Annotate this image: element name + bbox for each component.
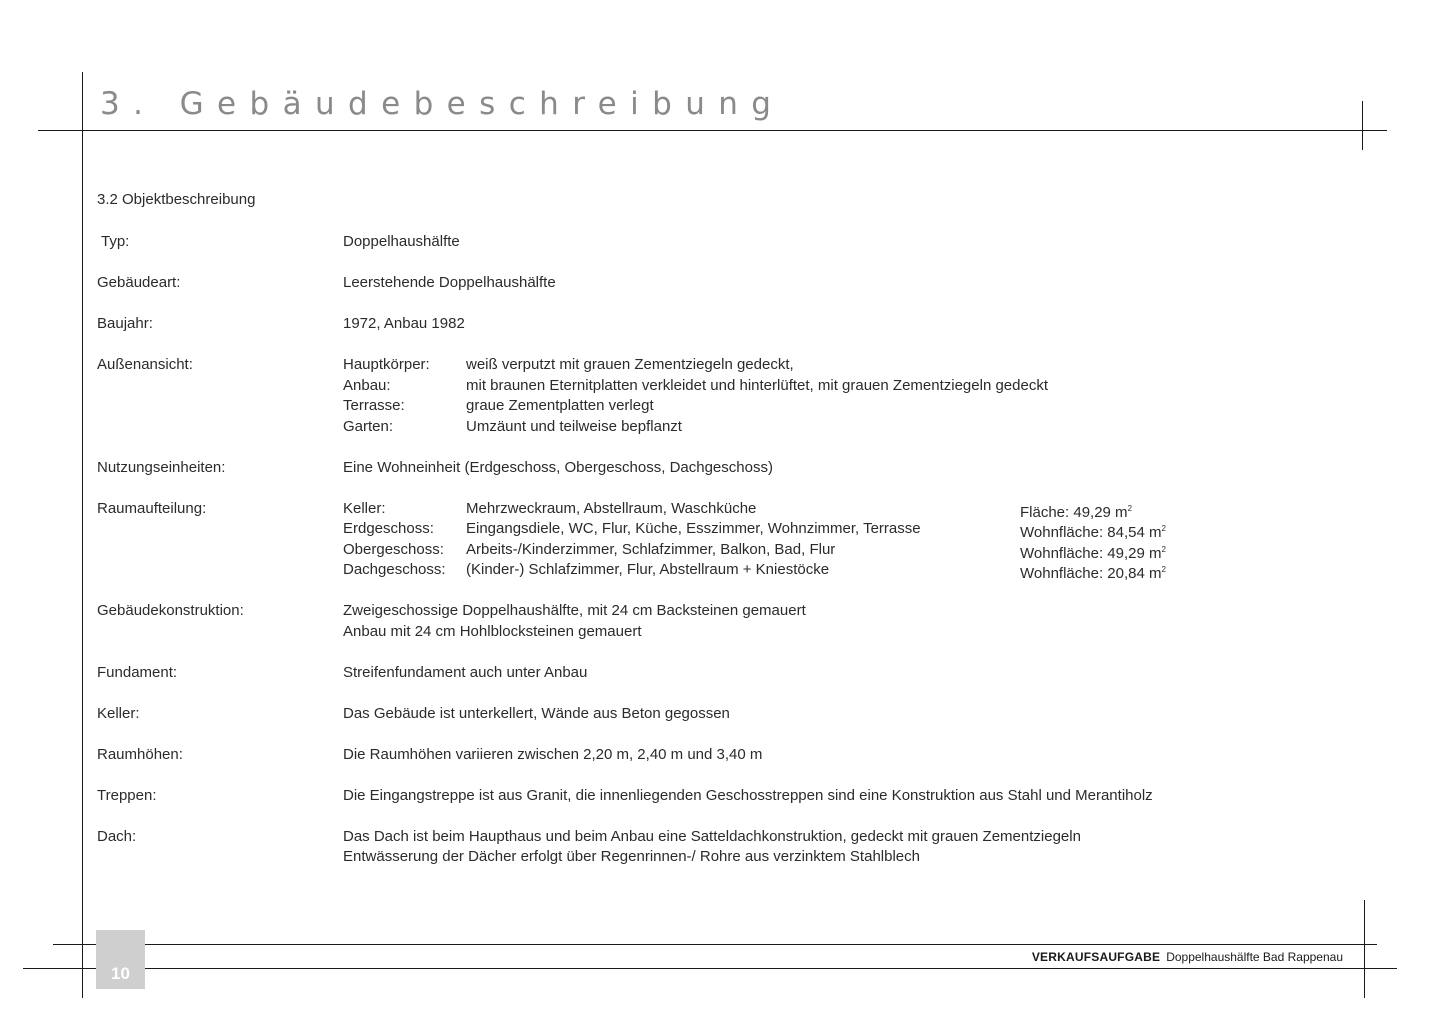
row-label: Typ: xyxy=(101,233,130,250)
sub-item xyxy=(343,376,1337,397)
row-value: Das Dach ist beim Haupthaus und beim Anbau eine Satteldachkonstruktion, gedeckt mit grauen Zementziegeln xyxy=(343,827,1081,845)
footer-rule-upper xyxy=(53,944,1377,945)
frame-right-top-tick xyxy=(1362,101,1363,150)
frame-right-bottom-tick xyxy=(1364,900,1365,998)
row-typ xyxy=(97,232,1337,253)
row-label: Fundament: xyxy=(97,663,178,681)
row-label: Raumhöhen: xyxy=(97,745,183,763)
row-treppen xyxy=(97,786,1337,807)
row-gebaeudeart xyxy=(97,273,1337,294)
page-number: 10 xyxy=(111,964,130,983)
page-number-box xyxy=(96,930,145,989)
row-label: Dach: xyxy=(97,827,137,845)
property-details xyxy=(97,232,1337,888)
sub-value: (Kinder-) Schlafzimmer, Flur, Abstellraum + Kniestöcke xyxy=(466,561,830,578)
row-nutzungseinheiten xyxy=(97,458,1337,479)
sub-item xyxy=(343,519,1337,540)
row-value: 1972, Anbau 1982 xyxy=(343,315,465,332)
footer-caption xyxy=(1032,950,1343,964)
header-rule xyxy=(38,130,1387,131)
sub-item xyxy=(343,499,1337,520)
row-value: Das Gebäude ist unterkellert, Wände aus Beton gegossen xyxy=(343,704,730,722)
sub-item xyxy=(343,417,1337,438)
sub-key: Erdgeschoss: xyxy=(343,520,434,537)
row-gebaeudekonstruktion xyxy=(97,601,1337,642)
row-value: Die Eingangstreppe ist aus Granit, die innenliegenden Geschosstreppen sind eine Konstruktion aus Stahl und Merantiholz xyxy=(343,786,1153,804)
row-value: Streifenfundament auch unter Anbau xyxy=(343,663,588,681)
sub-value: Umzäunt und teilweise bepflanzt xyxy=(466,417,682,435)
row-value: Entwässerung der Dächer erfolgt über Regenrinnen-/ Rohre aus verzinktem Stahlblech xyxy=(343,848,920,865)
sub-item xyxy=(343,540,1337,561)
sub-key: Hauptkörper: xyxy=(343,356,430,373)
sub-value: Eingangsdiele, WC, Flur, Küche, Esszimmer, Wohnzimmer, Terrasse xyxy=(466,520,921,537)
row-value: Leerstehende Doppelhaushälfte xyxy=(343,274,556,291)
area-value: Wohnfläche: 20,84 $m^2$ xyxy=(1020,565,1166,582)
row-value: Doppelhaushälfte xyxy=(343,233,460,250)
sub-value: mit braunen Eternitplatten verkleidet und hinterlüftet, mit grauen Zementziegeln gedeckt xyxy=(466,376,1048,394)
sub-item xyxy=(343,560,1337,581)
sub-item xyxy=(343,355,1337,376)
sub-value: Arbeits-/Kinderzimmer, Schlafzimmer, Balkon, Bad, Flur xyxy=(466,540,836,558)
area-value: Fläche: 49,29 $m^2$ xyxy=(1020,503,1133,521)
sub-key: Terrasse: xyxy=(343,397,405,414)
area-value: Wohnfläche: 49,29 $m^2$ xyxy=(1020,544,1166,562)
sub-value: weiß verputzt mit grauen Zementziegeln gedeckt, xyxy=(466,356,794,373)
row-fundament xyxy=(97,663,1337,684)
row-value: Eine Wohneinheit (Erdgeschoss, Obergeschoss, Dachgeschoss) xyxy=(343,458,773,476)
row-label: Nutzungseinheiten: xyxy=(97,458,226,476)
row-value: Die Raumhöhen variieren zwischen 2,20 m, 2,40 m und 3,40 m xyxy=(343,745,763,763)
sub-key: Anbau: xyxy=(343,376,391,394)
row-raumhoehen xyxy=(97,745,1337,766)
area-value: Wohnfläche: 84,54 $m^2$ xyxy=(1020,524,1166,541)
row-label: Keller: xyxy=(97,704,140,722)
row-label: Gebäudekonstruktion: xyxy=(97,602,244,619)
sub-item xyxy=(343,396,1337,417)
row-label: Baujahr: xyxy=(97,315,153,332)
row-dach xyxy=(97,827,1337,868)
frame-left-vertical xyxy=(82,72,83,998)
sub-key: Keller: xyxy=(343,499,386,517)
sub-value: graue Zementplatten verlegt xyxy=(466,397,654,414)
sub-key: Dachgeschoss: xyxy=(343,561,446,578)
sub-key: Garten: xyxy=(343,417,394,435)
row-keller xyxy=(97,704,1337,725)
section-title: 3.2 Objektbeschreibung xyxy=(97,191,256,208)
row-value: Zweigeschossige Doppelhaushälfte, mit 24 cm Backsteinen gemauert xyxy=(343,602,806,619)
row-value: Anbau mit 24 cm Hohlblocksteinen gemauert xyxy=(343,622,642,640)
row-aussenansicht xyxy=(97,355,1337,437)
row-label: Treppen: xyxy=(97,786,157,804)
row-label: Raumaufteilung: xyxy=(97,499,207,517)
row-raumaufteilung xyxy=(97,499,1337,581)
row-baujahr xyxy=(97,314,1337,335)
sub-key: Obergeschoss: xyxy=(343,540,444,558)
footer-subtitle: Doppelhaushälfte Bad Rappenau xyxy=(1166,950,1343,964)
sub-value: Mehrzweckraum, Abstellraum, Waschküche xyxy=(466,499,757,517)
page-title: 3. Gebäudebeschreibung xyxy=(100,86,785,122)
row-label: Außenansicht: xyxy=(97,356,193,373)
footer-brand: VERKAUFSAUFGABE xyxy=(1031,950,1161,964)
footer-rule-lower xyxy=(23,968,1397,969)
row-label: Gebäudeart: xyxy=(97,274,181,291)
